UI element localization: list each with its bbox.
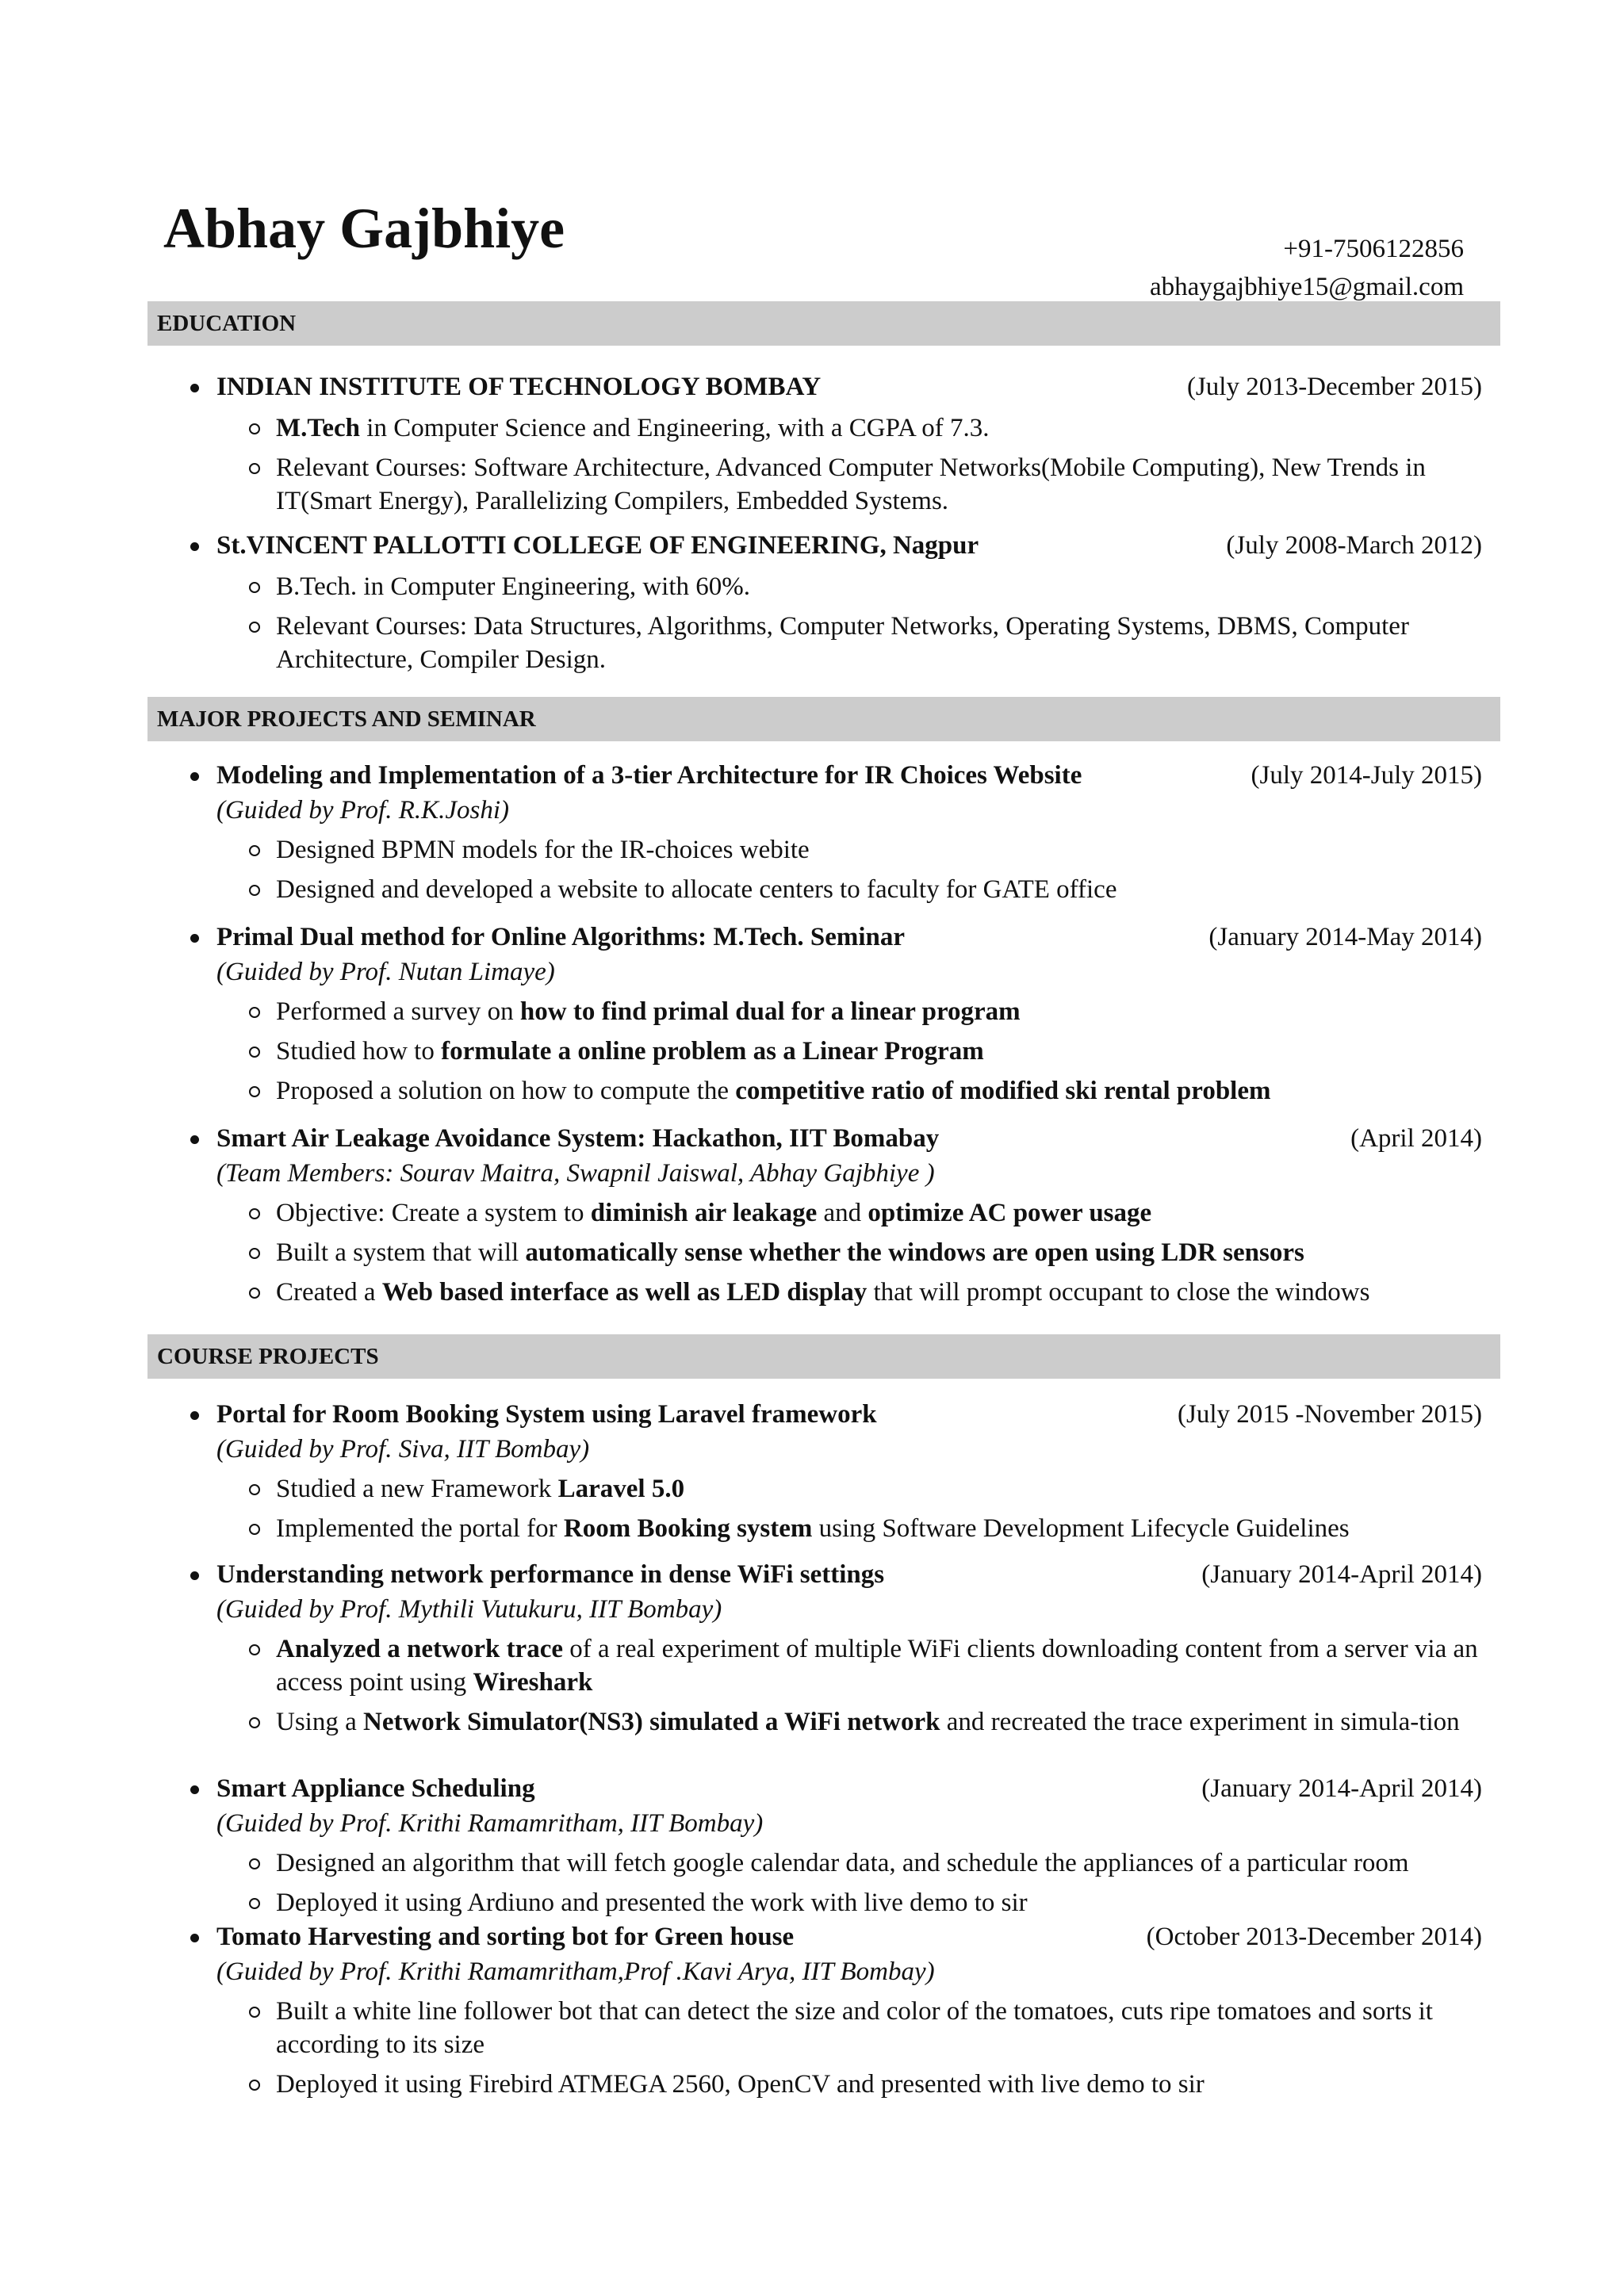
emphasis-text: Network Simulator(NS3) simulated a WiFi network (363, 1708, 940, 1736)
detail-text: Deployed it using Firebird ATMEGA 2560, OpenCV and presented with live demo to sir (276, 2070, 1205, 2099)
course-project-entry (187, 1558, 1482, 1739)
email-address: abhaygajbhiye15@gmail.com (1149, 273, 1464, 301)
entry-date: (April 2014) (1350, 1124, 1482, 1153)
entry-title: Portal for Room Booking System using Laravel framework (216, 1400, 877, 1429)
entry-detail (276, 1472, 1482, 1506)
emphasis-text: M.Tech (276, 414, 361, 442)
entry-detail (276, 411, 1482, 445)
emphasis-text: diminish air leakage (590, 1199, 818, 1227)
detail-text: Designed BPMN models for the IR-choices webite (276, 836, 810, 864)
emphasis-text: how to find primal dual for a linear program (519, 997, 1021, 1026)
entry-detail (276, 1846, 1482, 1880)
emphasis-text: Wireshark (473, 1668, 593, 1697)
entry-date: (July 2015 -November 2015) (1177, 1400, 1482, 1429)
emphasis-text: automatically sense whether the windows are open using LDR sensors (525, 1238, 1304, 1267)
entry-date: (January 2014-April 2014) (1201, 1774, 1482, 1803)
entry-detail (276, 1886, 1482, 1919)
entry-title: St.VINCENT PALLOTTI COLLEGE OF ENGINEERING, Nagpur (216, 531, 979, 560)
emphasis-text: Analyzed a network trace (276, 1635, 564, 1663)
contact-block (1150, 230, 1464, 306)
entry-date: (January 2014-May 2014) (1208, 923, 1482, 951)
detail-text: Designed and developed a website to allocate centers to faculty for GATE office (276, 875, 1117, 904)
detail-text: B.Tech. in Computer Engineering, with 60%. (276, 572, 750, 601)
detail-text: Objective: Create a system to (276, 1199, 591, 1227)
detail-text: and (817, 1199, 868, 1227)
entry-detail (276, 610, 1482, 676)
entry-detail (276, 995, 1482, 1028)
entry-detail (276, 1035, 1482, 1068)
entry-detail (276, 1236, 1482, 1269)
entry-guide: (Guided by Prof. R.K.Joshi) (216, 796, 510, 825)
emphasis-text: competitive ratio of modified ski rental problem (735, 1077, 1271, 1105)
emphasis-text: formulate a online problem as a Linear Program (441, 1037, 984, 1066)
entry-title: Smart Air Leakage Avoidance System: Hackathon, IIT Bomabay (216, 1124, 940, 1153)
detail-text: Built a white line follower bot that can detect the size and color of the tomatoes, cuts ripe tomatoes and sorts it according to its size (276, 1997, 1433, 2059)
section-heading-course-projects: COURSE PROJECTS (147, 1334, 1500, 1379)
entry-detail (276, 1074, 1482, 1108)
emphasis-text: Web based interface as well as LED display (381, 1278, 868, 1307)
detail-text: Studied how to (276, 1037, 442, 1066)
education-entry (187, 529, 1482, 676)
entry-guide: (Guided by Prof. Nutan Limaye) (216, 958, 555, 986)
detail-text: Relevant Courses: Data Structures, Algorithms, Computer Networks, Operating Systems, DBMS, Computer Architecture, Compiler Design. (276, 612, 1409, 674)
course-project-entry (187, 1920, 1482, 2101)
entry-guide: (Guided by Prof. Siva, IIT Bombay) (216, 1435, 590, 1464)
entry-title: INDIAN INSTITUTE OF TECHNOLOGY BOMBAY (216, 373, 822, 401)
entry-date: (July 2008-March 2012) (1226, 531, 1482, 560)
entry-guide: (Guided by Prof. Mythili Vutukuru, IIT Bombay) (216, 1595, 722, 1624)
detail-text: Deployed it using Ardiuno and presented the work with live demo to sir (276, 1888, 1028, 1917)
phone-number: +91-7506122856 (1283, 235, 1464, 263)
detail-text: using Software Development Lifecycle Guidelines (812, 1514, 1350, 1543)
detail-text: Using a (276, 1708, 363, 1736)
entry-detail (276, 570, 1482, 603)
detail-text: Implemented the portal for (276, 1514, 564, 1543)
emphasis-text: optimize AC power usage (868, 1199, 1152, 1227)
section-heading-projects: MAJOR PROJECTS AND SEMINAR (147, 697, 1500, 741)
entry-date: (July 2014-July 2015) (1251, 761, 1482, 790)
course-project-entry (187, 1398, 1482, 1545)
detail-text: Performed a survey on (276, 997, 520, 1026)
entry-title: Primal Dual method for Online Algorithms: M.Tech. Seminar (216, 923, 906, 951)
entry-guide: (Guided by Prof. Krithi Ramamritham,Prof .Kavi Arya, IIT Bombay) (216, 1957, 935, 1986)
entry-title: Modeling and Implementation of a 3-tier Architecture for IR Choices Website (216, 761, 1082, 790)
entry-title: Tomato Harvesting and sorting bot for Green house (216, 1923, 795, 1951)
project-entry (187, 1122, 1482, 1309)
detail-text: Studied a new Framework (276, 1475, 558, 1503)
entry-detail (276, 2068, 1482, 2101)
detail-text: of a real experiment of multiple WiFi clients downloading content from a server via an access point using (276, 1635, 1478, 1697)
detail-text: Created a (276, 1278, 382, 1307)
education-entry (187, 370, 1482, 518)
detail-text: Built a system that will (276, 1238, 526, 1267)
project-entry (187, 759, 1482, 906)
project-entry (187, 920, 1482, 1108)
emphasis-text: Laravel 5.0 (557, 1475, 685, 1503)
entry-date: (July 2013-December 2015) (1186, 373, 1482, 401)
detail-text: Designed an algorithm that will fetch google calendar data, and schedule the appliances of a particular room (276, 1849, 1409, 1877)
entry-detail (276, 1276, 1482, 1309)
entry-detail (276, 451, 1482, 518)
entry-title: Understanding network performance in dense WiFi settings (216, 1560, 885, 1589)
entry-detail (276, 833, 1482, 867)
candidate-name: Abhay Gajbhiye (163, 197, 565, 260)
entry-date: (January 2014-April 2014) (1201, 1560, 1482, 1589)
course-project-entry (187, 1772, 1482, 1919)
detail-text: Relevant Courses: Software Architecture, Advanced Computer Networks(Mobile Computing), New Trends in IT(Smart Energy), Parallelizing Compilers, Embedded Systems. (276, 453, 1426, 515)
entry-guide: (Team Members: Sourav Maitra, Swapnil Jaiswal, Abhay Gajbhiye ) (216, 1159, 935, 1188)
entry-detail (276, 873, 1482, 906)
entry-date: (October 2013-December 2014) (1146, 1923, 1482, 1951)
detail-text: Proposed a solution on how to compute the (276, 1077, 736, 1105)
entry-detail (276, 1705, 1482, 1739)
entry-guide: (Guided by Prof. Krithi Ramamritham, IIT Bombay) (216, 1809, 764, 1838)
entry-detail (276, 1512, 1482, 1545)
detail-text: and recreated the trace experiment in simula-tion (940, 1708, 1460, 1736)
detail-text: in Computer Science and Engineering, with a CGPA of 7.3. (360, 414, 990, 442)
entry-title: Smart Appliance Scheduling (216, 1774, 535, 1803)
emphasis-text: Room Booking system (563, 1514, 813, 1543)
entry-detail (276, 1995, 1482, 2061)
detail-text: that will prompt occupant to close the windows (867, 1278, 1370, 1307)
entry-detail (276, 1632, 1482, 1699)
section-heading-education: EDUCATION (147, 301, 1500, 346)
entry-detail (276, 1196, 1482, 1230)
